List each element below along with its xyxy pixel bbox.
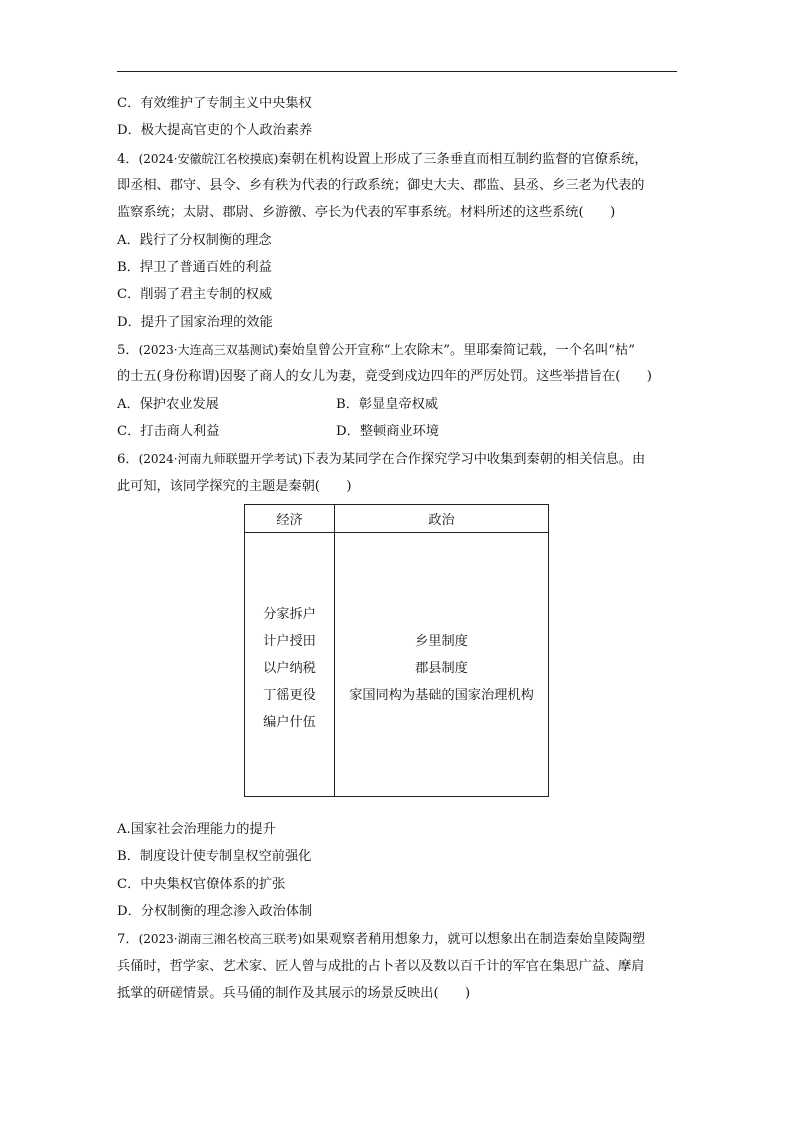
q7-source: (2023·湖南三湘名校高三联考): [138, 932, 303, 946]
q6-option-a: A.国家社会治理能力的提升: [117, 822, 276, 837]
q6-option-d: D．分权制衡的理念渗入政治体制: [117, 904, 313, 919]
q5-option-c: C．打击商人利益: [117, 424, 220, 439]
q6-stem-line2: 此可知，该同学探究的主题是秦朝( ): [117, 479, 352, 494]
economy-item: 编户什伍: [263, 715, 316, 730]
q3-option-c: C．有效维护了专制主义中央集权: [117, 96, 312, 111]
q5-stem-line1: [117, 341, 635, 360]
economy-item: 丁徭更役: [263, 688, 316, 703]
q6-stem-line1: [117, 450, 645, 469]
q5-option-b: B．彰显皇帝权威: [336, 397, 439, 412]
q6-number: 6．: [117, 452, 139, 467]
politics-item: 家国同构为基础的国家治理机构: [349, 688, 534, 703]
politics-item: 乡里制度: [415, 634, 468, 649]
q4-option-d: D．提升了国家治理的效能: [117, 315, 273, 330]
q4-stem-line1: [117, 150, 648, 169]
q4-stem-line2: 即丞相、郡守、县令、乡有秩为代表的行政系统；御史大夫、郡监、县丞、乡三老为代表的: [117, 178, 645, 193]
q6-option-b: B．制度设计使专制皇权空前强化: [117, 849, 312, 864]
q4-stem-text1: 秦朝在机构设置上形成了三条垂直而相互制约监督的官僚系统，: [278, 152, 648, 167]
economy-cell: [245, 533, 335, 797]
q5-stem-text1: 秦始皇曾公开宣称“上农除末”。里耶秦简记载，一个名叫“枯”: [278, 343, 635, 358]
q6-info-table: [244, 504, 549, 797]
q5-option-a: A．保护农业发展: [117, 397, 219, 412]
table-row: [245, 533, 549, 797]
q5-stem-line2: 的士五(身份称谓)因娶了商人的女儿为妻，竟受到戍边四年的严厉处罚。这些举措旨在( ): [117, 369, 652, 384]
politics-cell: [335, 533, 549, 797]
q6-source: (2024·河南九师联盟开学考试): [138, 452, 303, 466]
q7-stem-text1: 如果观察者稍用想象力，就可以想象出在制造秦始皇陵陶塑: [302, 932, 646, 947]
q5-option-d: D．整顿商业环境: [336, 424, 439, 439]
economy-item: 计户授田: [263, 634, 316, 649]
q7-stem-line2: 兵俑时，哲学家、艺术家、匠人曾与成批的占卜者以及数以百千计的军官在集思广益、摩肩: [117, 959, 645, 974]
q4-option-a: A．践行了分权制衡的理念: [117, 233, 272, 248]
q4-option-c: C．削弱了君主专制的权威: [117, 287, 273, 302]
economy-item: 以户纳税: [263, 661, 316, 676]
q4-option-b: B．捍卫了普通百姓的利益: [117, 260, 272, 275]
q3-option-d: D．极大提高官吏的个人政治素养: [117, 123, 313, 138]
q7-number: 7．: [117, 932, 139, 947]
header-rule: [117, 71, 677, 72]
q5-number: 5．: [117, 343, 139, 358]
q5-source: (2023·大连高三双基测试): [138, 343, 279, 357]
q4-stem-line3: 监察系统；太尉、郡尉、乡游徼、亭长为代表的军事系统。材料所述的这些系统( ): [117, 205, 616, 220]
q6-stem-text1: 下表为某同学在合作探究学习中收集到秦朝的相关信息。由: [302, 452, 646, 467]
q7-stem-line3: 抵掌的研磋情景。兵马俑的制作及其展示的场景反映出( ): [117, 986, 471, 1001]
q7-stem-line1: [117, 930, 645, 949]
q6-option-c: C．中央集权官僚体系的扩张: [117, 877, 286, 892]
header-politics: 政治: [335, 505, 549, 533]
q4-source: (2024·安徽皖江名校摸底): [138, 152, 279, 166]
q4-number: 4．: [117, 152, 139, 167]
economy-item: 分家拆户: [263, 607, 316, 622]
politics-item: 郡县制度: [415, 661, 468, 676]
header-economy: 经济: [245, 505, 335, 533]
table-header-row: [245, 505, 549, 533]
